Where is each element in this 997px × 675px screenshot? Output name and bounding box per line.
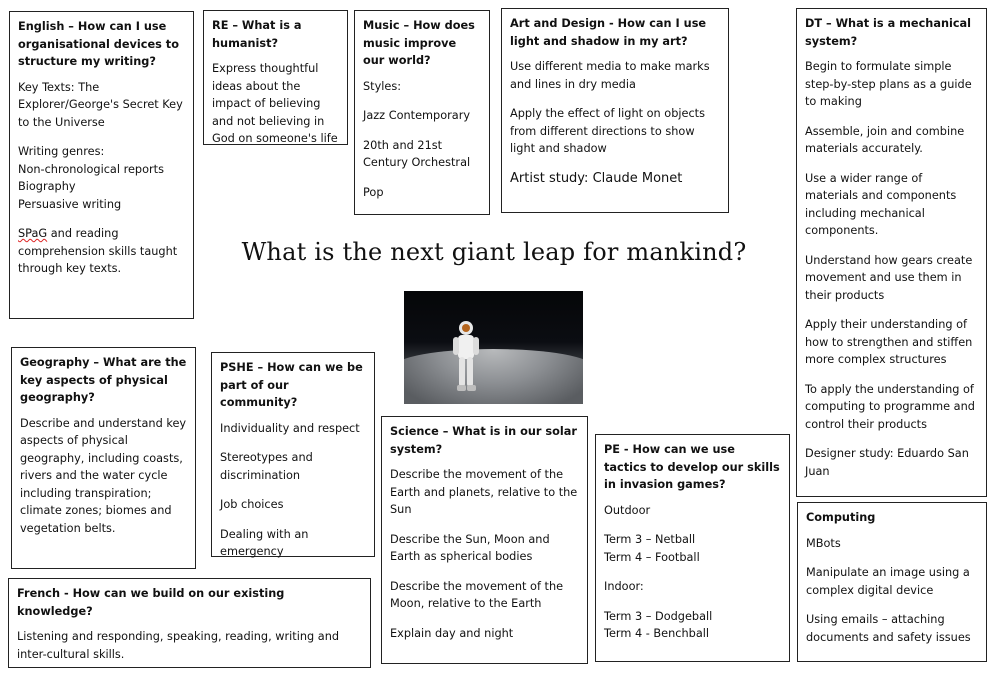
- astronaut-moon-image: [404, 291, 583, 404]
- spag-word: SPaG: [18, 227, 48, 240]
- dt-item: Assemble, join and combine materials accurately.: [805, 124, 965, 155]
- french-title: French - How can we build on our existing knowledge?: [17, 587, 285, 618]
- science-title: Science – What is in our solar system?: [390, 425, 577, 456]
- science-item: Explain day and night: [390, 626, 514, 640]
- pe-indoor-item: Term 3 – Dodgeball: [604, 609, 713, 623]
- pshe-title: PSHE – How can we be part of our community?: [220, 361, 363, 409]
- dt-designer: Designer study: Eduardo San Juan: [805, 447, 969, 478]
- english-box: [9, 11, 194, 319]
- re-title: RE – What is a humanist?: [212, 19, 302, 50]
- art-item: Apply the effect of light on objects from different directions to show light and shadow: [510, 107, 705, 155]
- french-body: Listening and responding, speaking, reading, writing and inter-cultural skills.: [17, 630, 340, 661]
- dt-title: DT – What is a mechanical system?: [805, 17, 972, 48]
- english-genre: Biography: [18, 180, 76, 193]
- pe-box: [595, 434, 790, 662]
- french-box: [8, 578, 371, 668]
- re-box: [203, 10, 348, 145]
- dt-item: Apply their understanding of how to strengthen and stiffen more complex structures: [805, 318, 973, 366]
- english-title: English – How can I use organisational devices to structure my writing?: [18, 20, 179, 68]
- pe-indoor-item: Term 4 - Benchball: [604, 627, 710, 640]
- computing-item: MBots: [806, 536, 841, 550]
- science-box: [381, 416, 588, 664]
- art-box: [501, 8, 729, 213]
- re-body: Express thoughtful ideas about the impact of believing and not believing in God on someone's life: [212, 62, 338, 145]
- science-item: Describe the Sun, Moon and Earth as spherical bodies: [390, 532, 550, 563]
- computing-box: [797, 502, 987, 662]
- music-style: 20th and 21st Century Orchestral: [363, 138, 471, 169]
- pshe-item: Stereotypes and discrimination: [220, 451, 313, 482]
- dt-item: Use a wider range of materials and components including mechanical components.: [805, 171, 957, 237]
- music-box: [354, 10, 490, 215]
- astronaut-icon: [452, 319, 480, 393]
- art-title: Art and Design - How can I use light and shadow in my art?: [510, 17, 707, 48]
- computing-item: Using emails – attaching documents and safety issues: [806, 613, 971, 644]
- pshe-box: [211, 352, 375, 557]
- english-genre: Persuasive writing: [18, 197, 122, 211]
- music-style: Jazz Contemporary: [363, 109, 471, 122]
- pe-outdoor-item: Term 3 – Netball: [604, 533, 696, 546]
- english-genre: Non-chronological reports: [18, 162, 164, 176]
- spag-rest: and reading comprehension skills taught through key texts.: [18, 227, 178, 275]
- pe-title: PE - How can we use tactics to develop our skills in invasion games?: [604, 443, 780, 491]
- computing-title: Computing: [806, 511, 876, 524]
- english-genres-heading: Writing genres:: [18, 145, 105, 158]
- computing-item: Manipulate an image using a complex digital device: [806, 566, 970, 597]
- science-item: Describe the movement of the Earth and planets, relative to the Sun: [390, 468, 578, 516]
- pshe-item: Individuality and respect: [220, 421, 360, 435]
- science-item: Describe the movement of the Moon, relative to the Earth: [390, 579, 564, 610]
- geography-body: Describe and understand key aspects of physical geography, including coasts, rivers and the water cycle including transpiration; climate zones; biomes and vegetation belts.: [20, 416, 187, 535]
- page-title: What is the next giant leap for mankind?: [241, 238, 747, 266]
- art-item: Use different media to make marks and lines in dry media: [510, 60, 710, 91]
- dt-item: Begin to formulate simple step-by-step plans as a guide to making: [805, 60, 972, 108]
- art-artist: Artist study: Claude Monet: [510, 170, 683, 186]
- pshe-item: Dealing with an emergency: [220, 527, 309, 558]
- moon-surface: [404, 349, 583, 404]
- dt-item: Understand how gears create movement and use them in their products: [805, 253, 973, 302]
- pshe-item: Job choices: [220, 498, 284, 511]
- english-key-texts: Key Texts: The Explorer/George's Secret Key to the Universe: [18, 80, 183, 129]
- pe-indoor-heading: Indoor:: [604, 580, 644, 593]
- music-style: Pop: [363, 185, 384, 199]
- pe-outdoor-item: Term 4 – Football: [604, 550, 700, 564]
- geography-box: [11, 347, 196, 569]
- pe-outdoor-heading: Outdoor: [604, 503, 651, 517]
- music-styles-heading: Styles:: [363, 79, 402, 93]
- geography-title: Geography – What are the key aspects of physical geography?: [20, 356, 187, 404]
- dt-item: To apply the understanding of computing to programme and control their products: [805, 382, 975, 431]
- music-title: Music – How does music improve our world?: [363, 19, 475, 67]
